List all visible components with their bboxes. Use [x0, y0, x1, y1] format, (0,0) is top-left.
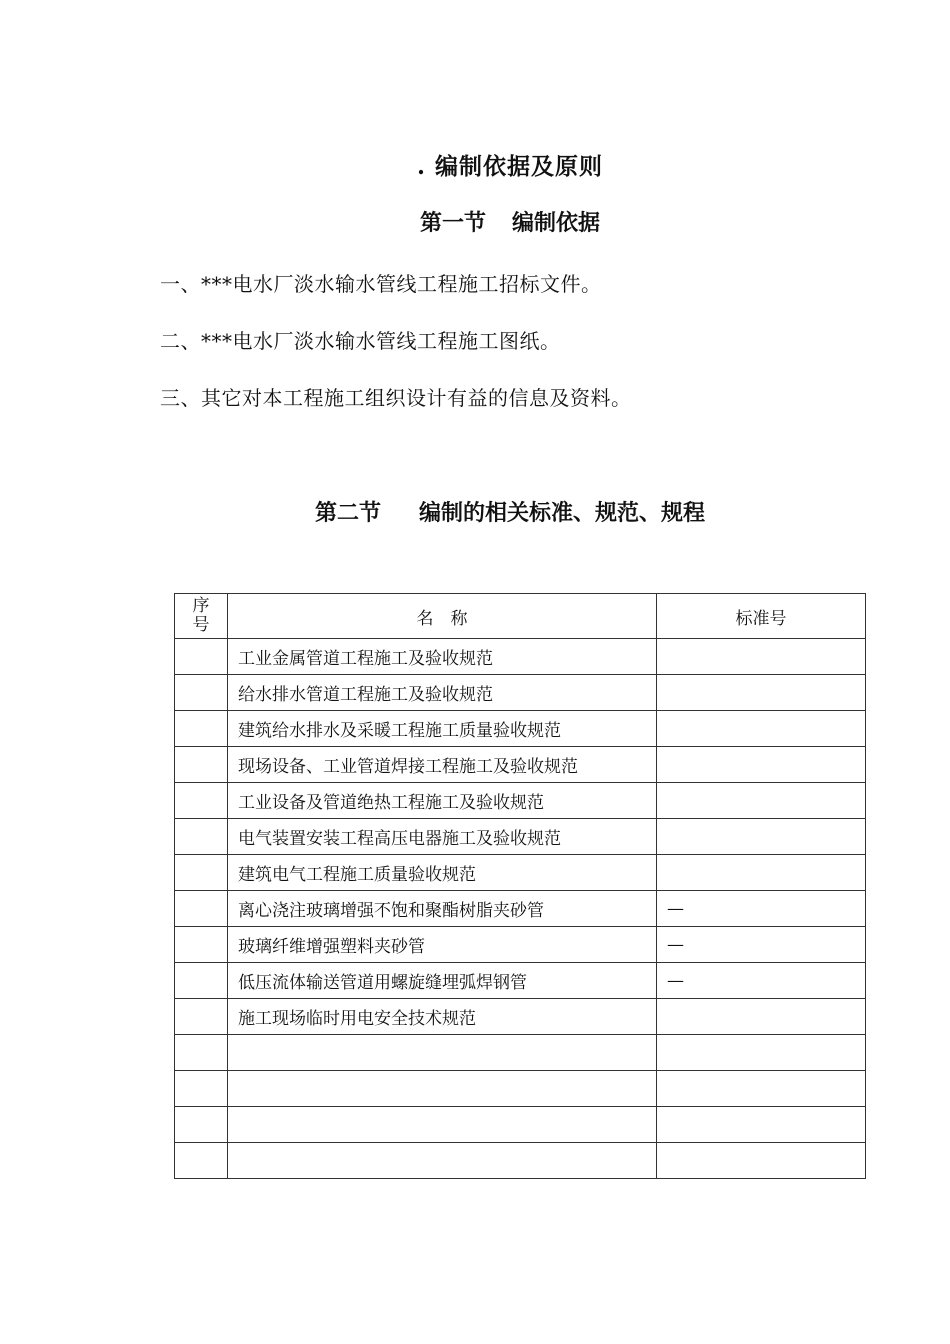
cell-name: 工业金属管道工程施工及验收规范 — [228, 639, 657, 675]
cell-standard — [657, 747, 866, 783]
table-row — [175, 1035, 866, 1071]
section-1-number: 第一节 — [419, 210, 486, 236]
section-1-title: 编制依据 — [512, 210, 601, 236]
cell-standard — [657, 819, 866, 855]
table-row — [175, 927, 866, 963]
table-row — [175, 819, 866, 855]
header-no — [175, 594, 228, 639]
cell-no — [175, 1143, 228, 1179]
table-row — [175, 639, 866, 675]
cell-name: 电气装置安装工程高压电器施工及验收规范 — [228, 819, 657, 855]
basis-item-3: 三、其它对本工程施工组织设计有益的信息及资料。 — [160, 386, 632, 410]
cell-name: 建筑给水排水及采暖工程施工质量验收规范 — [228, 711, 657, 747]
cell-standard — [657, 711, 866, 747]
cell-no — [175, 819, 228, 855]
cell-name: 给水排水管道工程施工及验收规范 — [228, 675, 657, 711]
section-2-number: 第二节 — [314, 500, 381, 526]
header-name: 名 称 — [228, 594, 657, 639]
header-no-label: 序号 — [192, 596, 210, 635]
table-row — [175, 1107, 866, 1143]
cell-standard — [657, 639, 866, 675]
table-row — [175, 999, 866, 1035]
cell-no — [175, 711, 228, 747]
cell-name: 低压流体输送管道用螺旋缝埋弧焊钢管 — [228, 963, 657, 999]
cell-no — [175, 783, 228, 819]
cell-standard: — — [657, 963, 866, 999]
cell-standard: — — [657, 927, 866, 963]
table-row — [175, 1143, 866, 1179]
cell-no — [175, 1035, 228, 1071]
cell-standard — [657, 1107, 866, 1143]
cell-no — [175, 639, 228, 675]
cell-no — [175, 675, 228, 711]
table-row — [175, 783, 866, 819]
cell-standard: — — [657, 891, 866, 927]
section-2-heading — [0, 496, 950, 527]
cell-no — [175, 927, 228, 963]
cell-name: 工业设备及管道绝热工程施工及验收规范 — [228, 783, 657, 819]
cell-no — [175, 1107, 228, 1143]
standards-table — [174, 593, 866, 1179]
cell-standard — [657, 999, 866, 1035]
cell-name: 离心浇注玻璃增强不饱和聚酯树脂夹砂管 — [228, 891, 657, 927]
cell-standard — [657, 1071, 866, 1107]
basis-item-1: 一、***电水厂淡水输水管线工程施工招标文件。 — [160, 272, 602, 296]
header-standard: 标准号 — [657, 594, 866, 639]
basis-item-2: 二、***电水厂淡水输水管线工程施工图纸。 — [160, 329, 561, 353]
cell-name — [228, 1071, 657, 1107]
cell-standard — [657, 855, 866, 891]
chapter-title: . 编制依据及原则 — [416, 153, 603, 180]
cell-name — [228, 1143, 657, 1179]
section-2-title: 编制的相关标准、规范、规程 — [419, 500, 706, 526]
cell-name: 玻璃纤维增强塑料夹砂管 — [228, 927, 657, 963]
cell-standard — [657, 1035, 866, 1071]
cell-no — [175, 999, 228, 1035]
section-1-heading — [0, 206, 950, 237]
table-row — [175, 855, 866, 891]
table-body — [175, 639, 866, 1179]
table-row — [175, 1071, 866, 1107]
table-row — [175, 891, 866, 927]
cell-standard — [657, 783, 866, 819]
cell-name: 现场设备、工业管道焊接工程施工及验收规范 — [228, 747, 657, 783]
cell-standard — [657, 1143, 866, 1179]
cell-no — [175, 891, 228, 927]
cell-standard — [657, 675, 866, 711]
cell-name — [228, 1035, 657, 1071]
table-row — [175, 711, 866, 747]
cell-name — [228, 1107, 657, 1143]
table-row — [175, 675, 866, 711]
table-row — [175, 963, 866, 999]
cell-no — [175, 855, 228, 891]
cell-no — [175, 1071, 228, 1107]
cell-name: 建筑电气工程施工质量验收规范 — [228, 855, 657, 891]
cell-no — [175, 963, 228, 999]
cell-name: 施工现场临时用电安全技术规范 — [228, 999, 657, 1035]
table-row — [175, 747, 866, 783]
cell-no — [175, 747, 228, 783]
table-header-row — [175, 594, 866, 639]
